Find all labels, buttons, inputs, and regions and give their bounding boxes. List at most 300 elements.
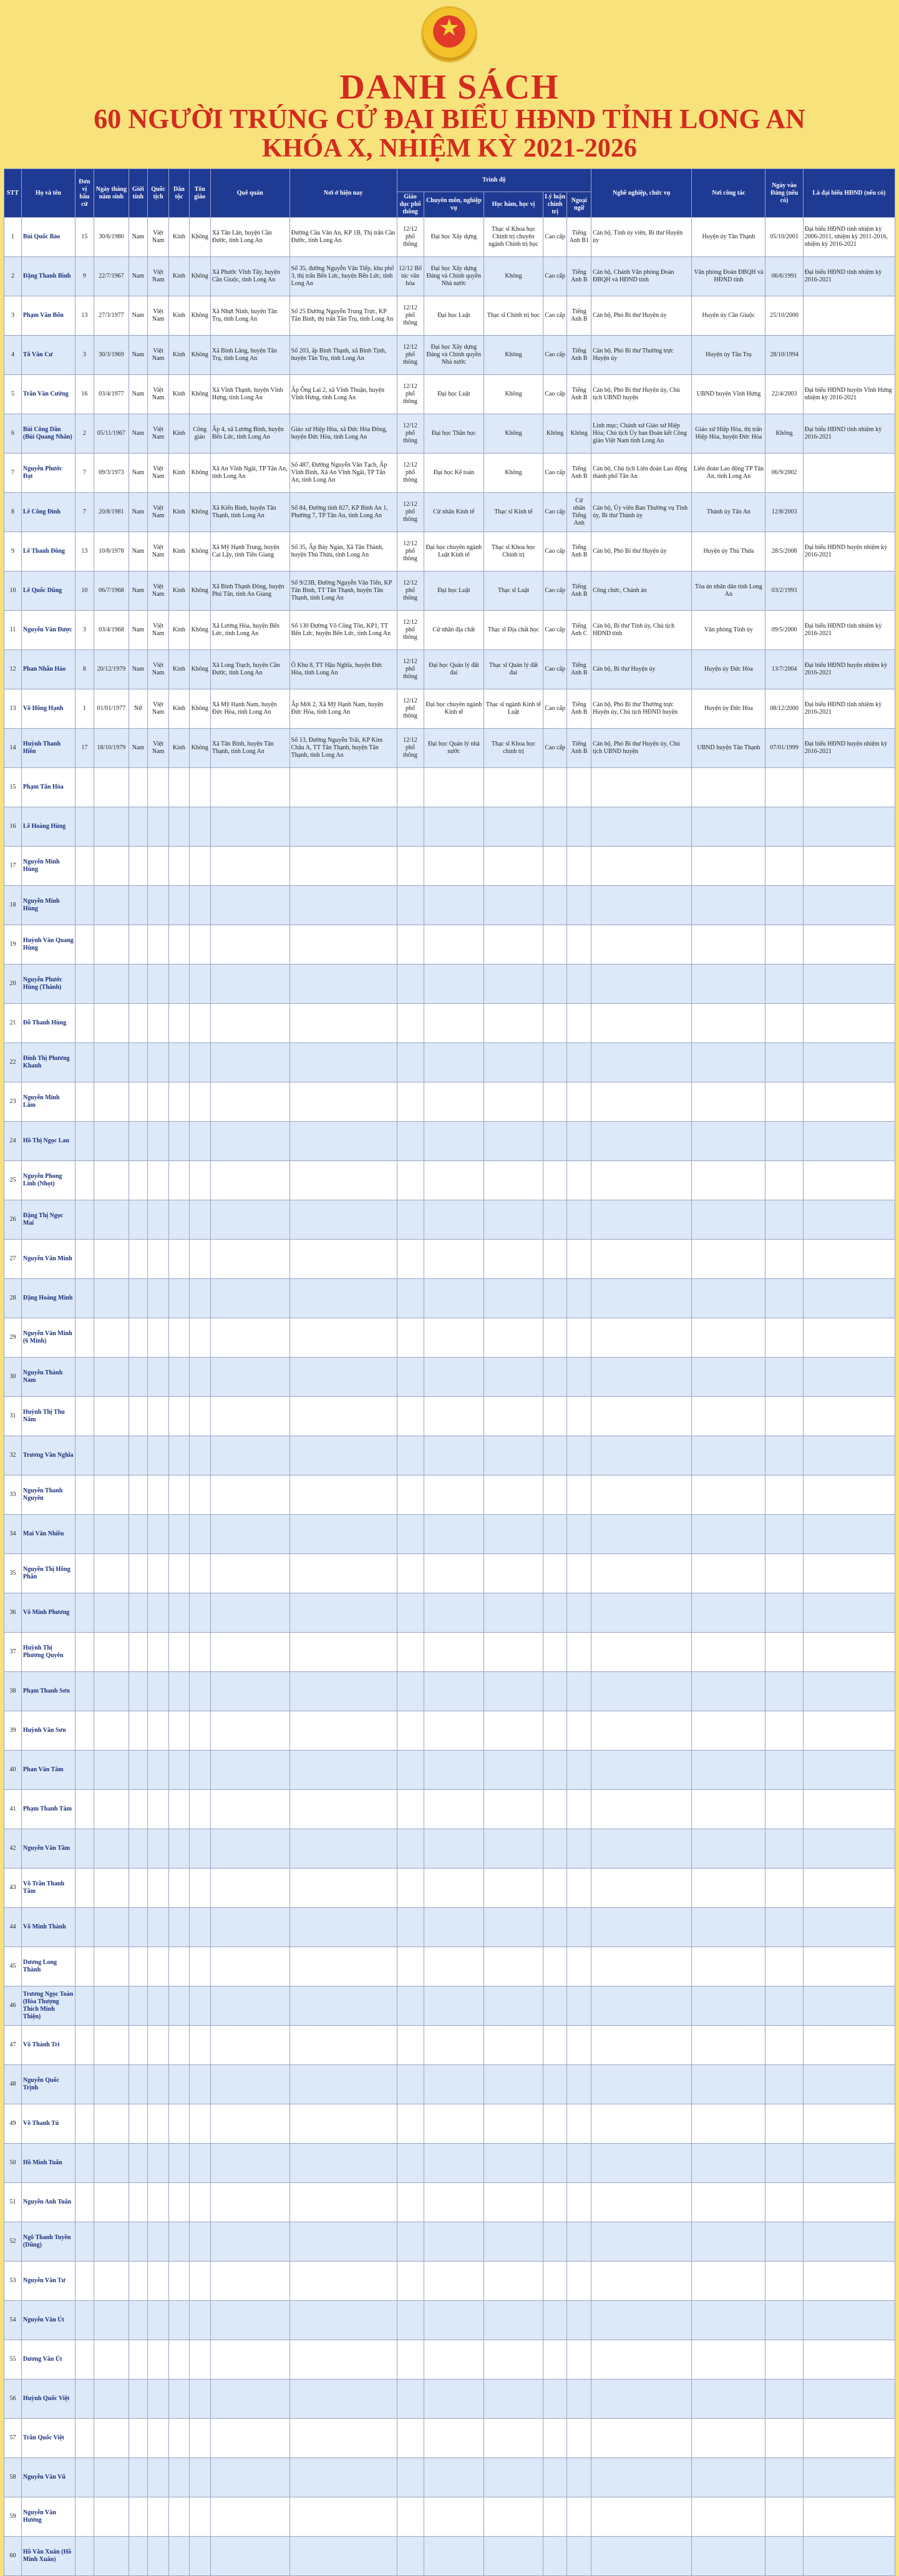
cell-name: Nguyễn Thanh Nguyên [21, 1475, 75, 1515]
cell-dob: 10/8/1978 [94, 532, 129, 571]
cell-stt: 55 [4, 2340, 22, 2379]
col-name: Họ và tên [21, 169, 75, 218]
col-residence: Nơi ở hiện nay [289, 169, 397, 218]
cell-gender [129, 886, 147, 925]
cell-degree [484, 1436, 543, 1475]
cell-specialty [424, 1358, 484, 1397]
cell-degree [484, 2419, 543, 2458]
cell-language [567, 1200, 591, 1240]
cell-history [803, 454, 895, 493]
cell-unit [75, 1554, 94, 1593]
cell-name: Võ Hồng Hạnh [21, 689, 75, 729]
cell-hometown [210, 1122, 289, 1161]
cell-workplace [692, 2458, 765, 2497]
cell-history [803, 1279, 895, 1318]
cell-language [567, 1043, 591, 1082]
cell-nationality: Việt Nam [147, 689, 168, 729]
cell-dob: 03/4/1977 [94, 375, 129, 414]
cell-specialty [424, 2183, 484, 2222]
cell-language [567, 925, 591, 965]
cell-stt: 34 [4, 1515, 22, 1554]
cell-degree [484, 2379, 543, 2419]
cell-dob: 06/7/1968 [94, 571, 129, 611]
cell-gender: Nam [129, 218, 147, 257]
cell-party-date [765, 2379, 803, 2419]
cell-political [543, 1318, 567, 1358]
cell-degree: Thạc sĩ Luật [484, 571, 543, 611]
cell-hometown [210, 2458, 289, 2497]
cell-gender [129, 2497, 147, 2537]
cell-nationality [147, 807, 168, 847]
cell-unit [75, 1711, 94, 1751]
cell-party-date: 07/01/1999 [765, 729, 803, 768]
cell-ethnic: Kinh [169, 218, 189, 257]
cell-hometown [210, 1240, 289, 1279]
cell-stt: 3 [4, 296, 22, 336]
cell-hometown [210, 1593, 289, 1633]
cell-name: Hồ Minh Tuấn [21, 2144, 75, 2183]
cell-language [567, 1358, 591, 1397]
cell-job: Cán bộ, Chủ tịch Liên đoàn Lao động thành phố Tân An [591, 454, 692, 493]
cell-gender [129, 2026, 147, 2065]
cell-nationality [147, 1633, 168, 1672]
cell-history [803, 965, 895, 1004]
cell-political [543, 2419, 567, 2458]
cell-political [543, 965, 567, 1004]
cell-history [803, 1161, 895, 1200]
cell-general [397, 1004, 424, 1043]
cell-party-date [765, 1436, 803, 1475]
cell-general: 12/12 phổ thông [397, 650, 424, 689]
cell-ethnic: Kinh [169, 493, 189, 532]
cell-gender [129, 1318, 147, 1358]
cell-degree: Không [484, 375, 543, 414]
cell-history [803, 1240, 895, 1279]
cell-language [567, 2222, 591, 2262]
cell-history [803, 1751, 895, 1790]
cell-party-date [765, 1672, 803, 1711]
cell-nationality [147, 2262, 168, 2301]
cell-history [803, 2026, 895, 2065]
cell-name: Nguyễn Minh Lâm [21, 1082, 75, 1122]
cell-dob: 03/4/1968 [94, 611, 129, 650]
cell-nationality [147, 2379, 168, 2419]
cell-specialty [424, 1082, 484, 1122]
cell-workplace [692, 2379, 765, 2419]
cell-specialty [424, 847, 484, 886]
cell-hometown: Xã Vĩnh Thạnh, huyện Vĩnh Hưng, tỉnh Long An [210, 375, 289, 414]
cell-workplace: UBND huyện Vĩnh Hưng [692, 375, 765, 414]
cell-dob [94, 1436, 129, 1475]
cell-nationality: Việt Nam [147, 493, 168, 532]
cell-stt: 1 [4, 218, 22, 257]
cell-stt: 50 [4, 2144, 22, 2183]
cell-ethnic [169, 768, 189, 807]
cell-dob [94, 1790, 129, 1829]
cell-nationality [147, 768, 168, 807]
cell-stt: 12 [4, 650, 22, 689]
cell-specialty [424, 1790, 484, 1829]
cell-history [803, 1711, 895, 1751]
cell-general: 12/12 phổ thông [397, 532, 424, 571]
cell-general [397, 2026, 424, 2065]
cell-dob [94, 2262, 129, 2301]
table-row [4, 1082, 895, 1122]
table-row [4, 2301, 895, 2340]
cell-stt: 58 [4, 2458, 22, 2497]
cell-job [591, 1240, 692, 1279]
cell-unit: 13 [75, 532, 94, 571]
cell-job [591, 2301, 692, 2340]
table-row [4, 1043, 895, 1082]
cell-hometown [210, 1633, 289, 1672]
cell-party-date [765, 1358, 803, 1397]
cell-hometown [210, 2104, 289, 2144]
cell-workplace [692, 1869, 765, 1908]
cell-name: Nguyễn Thành Nam [21, 1358, 75, 1397]
cell-stt: 39 [4, 1711, 22, 1751]
cell-general [397, 2458, 424, 2497]
cell-nationality [147, 2026, 168, 2065]
table-row [4, 375, 895, 414]
cell-political [543, 2222, 567, 2262]
cell-stt: 41 [4, 1790, 22, 1829]
cell-ethnic: Kinh [169, 532, 189, 571]
cell-gender: Nam [129, 454, 147, 493]
cell-degree [484, 1947, 543, 1986]
cell-political [543, 2458, 567, 2497]
cell-general: 12/12 phổ thông [397, 218, 424, 257]
cell-history [803, 2222, 895, 2262]
cell-nationality [147, 1475, 168, 1515]
cell-general [397, 1240, 424, 1279]
cell-party-date [765, 1397, 803, 1436]
cell-unit [75, 2183, 94, 2222]
cell-degree [484, 2497, 543, 2537]
cell-ethnic: Kinh [169, 650, 189, 689]
cell-political [543, 1200, 567, 1240]
cell-dob [94, 1397, 129, 1436]
cell-degree [484, 1986, 543, 2026]
cell-ethnic [169, 847, 189, 886]
cell-workplace: Huyện ủy Đức Hòa [692, 689, 765, 729]
cell-religion [189, 965, 210, 1004]
cell-degree: Thạc sĩ Quản lý đất đai [484, 650, 543, 689]
cell-job [591, 1829, 692, 1869]
cell-stt: 23 [4, 1082, 22, 1122]
cell-name: Trần Văn Cường [21, 375, 75, 414]
cell-party-date [765, 2183, 803, 2222]
cell-workplace [692, 1043, 765, 1082]
cell-job [591, 965, 692, 1004]
cell-specialty [424, 1240, 484, 1279]
cell-unit [75, 1947, 94, 1986]
cell-unit [75, 1004, 94, 1043]
cell-ethnic [169, 1004, 189, 1043]
cell-ethnic [169, 1240, 189, 1279]
cell-degree [484, 1711, 543, 1751]
cell-degree [484, 1358, 543, 1397]
cell-religion [189, 1908, 210, 1947]
cell-job: Cán bộ, Phó Bí thư Huyện ủy [591, 532, 692, 571]
cell-ethnic [169, 1672, 189, 1711]
cell-degree [484, 2104, 543, 2144]
cell-hometown: Xã Bình Lãng, huyện Tân Trụ, tỉnh Long An [210, 336, 289, 375]
cell-name: Trần Quốc Việt [21, 2419, 75, 2458]
cell-residence: Số 487, Đường Nguyễn Văn Tạch, Ấp Vĩnh Bình, Xã An Vĩnh Ngãi, TP Tân An, tỉnh Long An [289, 454, 397, 493]
cell-religion [189, 1554, 210, 1593]
cell-nationality [147, 1200, 168, 1240]
cell-political [543, 1751, 567, 1790]
cell-job [591, 2537, 692, 2576]
cell-history [803, 1082, 895, 1122]
cell-job [591, 1515, 692, 1554]
cell-language: Tiếng Anh B [567, 336, 591, 375]
cell-workplace: Huyện ủy Tân Thạnh [692, 218, 765, 257]
cell-general [397, 1593, 424, 1633]
cell-ethnic [169, 2222, 189, 2262]
cell-general [397, 1751, 424, 1790]
cell-unit [75, 2065, 94, 2104]
table-row [4, 532, 895, 571]
cell-hometown: Xã Kiến Bình, huyện Tân Thạnh, tỉnh Long An [210, 493, 289, 532]
cell-language [567, 2301, 591, 2340]
cell-history: Đại biểu HĐND tỉnh nhiệm kỳ 2016-2021 [803, 414, 895, 454]
cell-job [591, 1908, 692, 1947]
cell-job [591, 847, 692, 886]
cell-dob [94, 1515, 129, 1554]
cell-political [543, 1790, 567, 1829]
cell-stt: 24 [4, 1122, 22, 1161]
cell-ethnic [169, 1593, 189, 1633]
cell-religion [189, 2458, 210, 2497]
cell-general [397, 2419, 424, 2458]
cell-degree [484, 2537, 543, 2576]
cell-name: Nguyễn Văn Tư [21, 2262, 75, 2301]
cell-residence [289, 2497, 397, 2537]
cell-specialty [424, 1004, 484, 1043]
cell-nationality [147, 1358, 168, 1397]
cell-job [591, 1711, 692, 1751]
cell-hometown [210, 1554, 289, 1593]
cell-language [567, 1515, 591, 1554]
cell-degree [484, 1593, 543, 1633]
cell-degree: Thạc sĩ Địa chất học [484, 611, 543, 650]
cell-workplace [692, 2419, 765, 2458]
table-row [4, 2026, 895, 2065]
cell-job [591, 2379, 692, 2419]
table-row [4, 2222, 895, 2262]
cell-nationality [147, 1279, 168, 1318]
cell-hometown: Xã Nhựt Ninh, huyện Tân Trụ, tỉnh Long An [210, 296, 289, 336]
cell-degree [484, 2262, 543, 2301]
cell-specialty [424, 807, 484, 847]
cell-history [803, 1869, 895, 1908]
cell-stt: 9 [4, 532, 22, 571]
cell-party-date [765, 2301, 803, 2340]
cell-history [803, 1004, 895, 1043]
cell-workplace [692, 1672, 765, 1711]
cell-gender [129, 1122, 147, 1161]
col-party-date: Ngày vào Đảng (nếu có) [765, 169, 803, 218]
cell-history [803, 2419, 895, 2458]
cell-degree [484, 1908, 543, 1947]
cell-hometown: Xã Mỹ Hạnh Trung, huyện Cai Lậy, tỉnh Tiền Giang [210, 532, 289, 571]
cell-residence [289, 1947, 397, 1986]
cell-political [543, 1869, 567, 1908]
cell-stt: 19 [4, 925, 22, 965]
cell-general [397, 1908, 424, 1947]
cell-political [543, 1711, 567, 1751]
cell-history [803, 2104, 895, 2144]
cell-party-date [765, 1122, 803, 1161]
cell-ethnic [169, 2144, 189, 2183]
cell-name: Lê Thanh Đồng [21, 532, 75, 571]
cell-dob [94, 2183, 129, 2222]
cell-general [397, 1318, 424, 1358]
cell-workplace [692, 1200, 765, 1240]
cell-language [567, 965, 591, 1004]
cell-specialty [424, 1947, 484, 1986]
table-row [4, 1751, 895, 1790]
cell-party-date [765, 1515, 803, 1554]
cell-specialty [424, 1711, 484, 1751]
cell-general [397, 2222, 424, 2262]
cell-dob: 30/6/1980 [94, 218, 129, 257]
cell-party-date: 13/7/2004 [765, 650, 803, 689]
cell-history [803, 886, 895, 925]
cell-ethnic: Kinh [169, 296, 189, 336]
cell-hometown [210, 768, 289, 807]
table-row [4, 1004, 895, 1043]
cell-political: Cao cấp [543, 611, 567, 650]
cell-residence [289, 1869, 397, 1908]
cell-dob: 05/11/1967 [94, 414, 129, 454]
cell-nationality [147, 2222, 168, 2262]
cell-language [567, 1082, 591, 1122]
cell-specialty [424, 965, 484, 1004]
cell-gender [129, 1436, 147, 1475]
cell-dob [94, 1475, 129, 1515]
cell-residence [289, 847, 397, 886]
cell-history [803, 1318, 895, 1358]
cell-dob [94, 2497, 129, 2537]
cell-job [591, 2262, 692, 2301]
cell-party-date [765, 1475, 803, 1515]
cell-party-date: 28/10/1994 [765, 336, 803, 375]
table-row [4, 1947, 895, 1986]
cell-hometown [210, 1397, 289, 1436]
cell-dob [94, 1358, 129, 1397]
cell-name: Nguyễn Văn Tâm [21, 1829, 75, 1869]
table-row [4, 1475, 895, 1515]
cell-religion [189, 2340, 210, 2379]
cell-history [803, 1358, 895, 1397]
cell-unit [75, 1358, 94, 1397]
cell-name: Tô Văn Cư [21, 336, 75, 375]
cell-unit: 10 [75, 571, 94, 611]
cell-name: Phạm Tấn Hòa [21, 768, 75, 807]
cell-gender: Nam [129, 493, 147, 532]
cell-name: Đặng Thị Ngọc Mai [21, 1200, 75, 1240]
cell-nationality: Việt Nam [147, 611, 168, 650]
cell-dob [94, 1751, 129, 1790]
cell-religion [189, 1043, 210, 1082]
cell-name: Lê Hoàng Hùng [21, 807, 75, 847]
cell-language: Không [567, 414, 591, 454]
cell-workplace: Văn phòng Đoàn ĐBQH và HĐND tỉnh [692, 257, 765, 296]
table-row [4, 1593, 895, 1633]
cell-job [591, 1004, 692, 1043]
cell-religion [189, 1593, 210, 1633]
cell-specialty [424, 1633, 484, 1672]
cell-name: Trương Ngọc Toàn (Hòa Thượng Thích Minh Thiện) [21, 1986, 75, 2026]
cell-religion [189, 2104, 210, 2144]
cell-political: Cao cấp [543, 375, 567, 414]
cell-hometown [210, 1986, 289, 2026]
cell-nationality [147, 2301, 168, 2340]
cell-stt: 45 [4, 1947, 22, 1986]
cell-job [591, 2419, 692, 2458]
cell-nationality [147, 1161, 168, 1200]
cell-name: Phan Văn Tâm [21, 1751, 75, 1790]
cell-party-date [765, 1161, 803, 1200]
cell-job [591, 1161, 692, 1200]
cell-degree [484, 1397, 543, 1436]
cell-nationality [147, 1751, 168, 1790]
cell-job [591, 1082, 692, 1122]
cell-residence [289, 965, 397, 1004]
cell-language [567, 1829, 591, 1869]
cell-degree [484, 2144, 543, 2183]
cell-gender [129, 1554, 147, 1593]
cell-language [567, 886, 591, 925]
cell-specialty [424, 1751, 484, 1790]
cell-stt: 36 [4, 1593, 22, 1633]
cell-stt: 33 [4, 1475, 22, 1515]
cell-name: Võ Minh Thành [21, 1908, 75, 1947]
cell-nationality [147, 1318, 168, 1358]
cell-workplace [692, 1436, 765, 1475]
cell-ethnic [169, 1829, 189, 1869]
cell-name: Đỗ Thanh Hùng [21, 1004, 75, 1043]
cell-religion [189, 2183, 210, 2222]
cell-ethnic [169, 965, 189, 1004]
cell-specialty [424, 2104, 484, 2144]
cell-workplace [692, 1554, 765, 1593]
cell-workplace [692, 1751, 765, 1790]
cell-name: Dương Văn Út [21, 2340, 75, 2379]
table-row [4, 296, 895, 336]
cell-gender: Nam [129, 729, 147, 768]
cell-stt: 10 [4, 571, 22, 611]
cell-ethnic [169, 1318, 189, 1358]
cell-history [803, 336, 895, 375]
cell-workplace [692, 1318, 765, 1358]
cell-party-date [765, 1790, 803, 1829]
cell-specialty [424, 2537, 484, 2576]
cell-name: Nguyễn Minh Hùng [21, 886, 75, 925]
cell-hometown [210, 2340, 289, 2379]
cell-unit [75, 2301, 94, 2340]
cell-residence [289, 1593, 397, 1633]
cell-general: 12/12 phổ thông [397, 729, 424, 768]
cell-degree: Thạc sĩ Khoa học Chính trị [484, 532, 543, 571]
cell-party-date [765, 1633, 803, 1672]
cell-language [567, 1122, 591, 1161]
cell-job [591, 2458, 692, 2497]
cell-hometown [210, 2301, 289, 2340]
